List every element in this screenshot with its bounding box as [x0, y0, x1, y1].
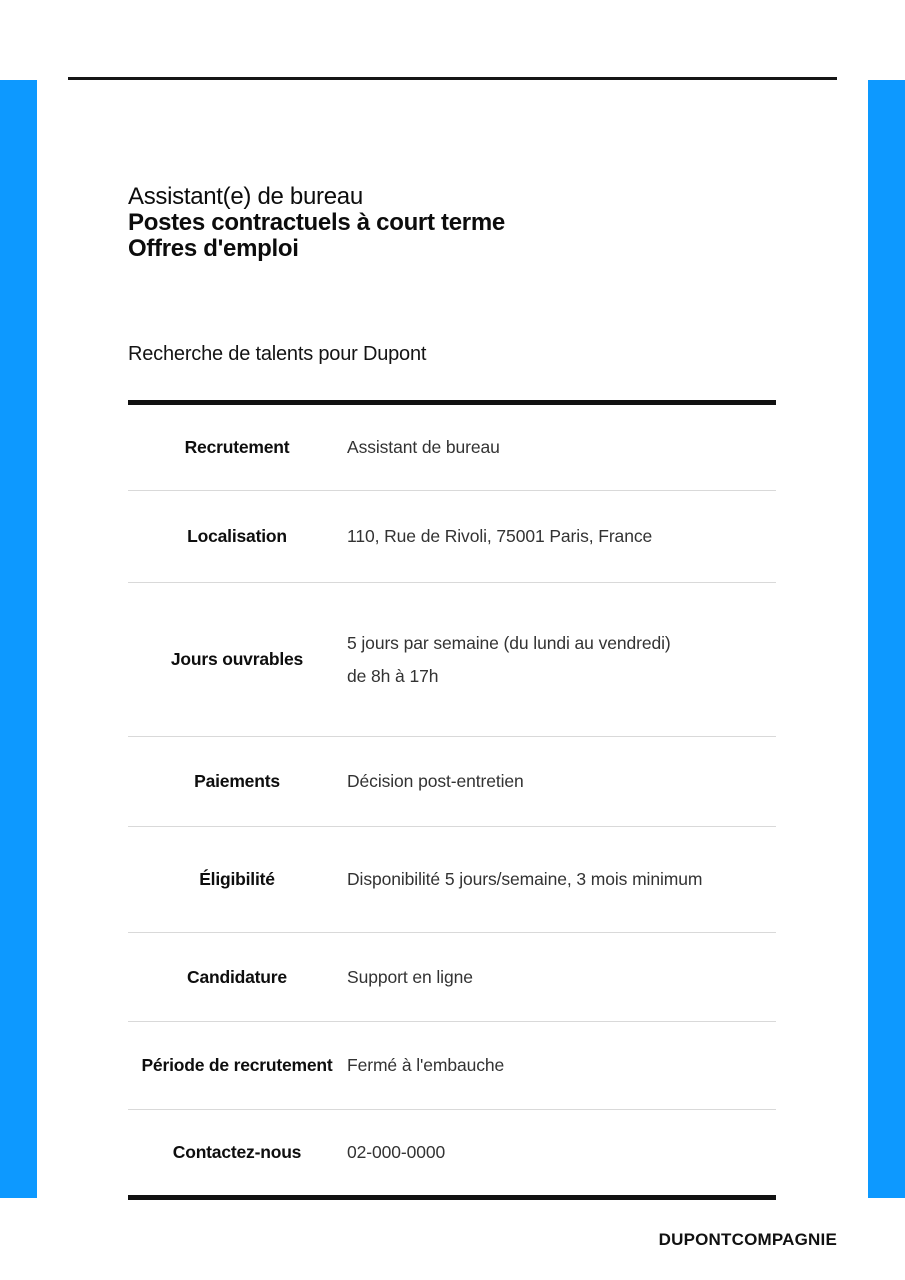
row-label: Éligibilité — [199, 869, 275, 889]
table-row-jours-ouvrables — [128, 583, 776, 737]
left-accent-bar — [0, 80, 37, 1198]
table-row-periode-recrutement — [128, 1022, 776, 1110]
row-label: Candidature — [187, 966, 287, 987]
row-label: Paiements — [194, 771, 280, 791]
job-details-table — [128, 400, 776, 1200]
row-value — [346, 632, 776, 687]
row-label: Jours ouvrables — [170, 649, 304, 669]
row-value: Disponibilité 5 jours/semaine, 3 mois minimum — [347, 869, 703, 889]
company-brand: DUPONTCOMPAGNIE — [658, 1230, 837, 1249]
row-label: Localisation — [187, 526, 287, 546]
table-row-contactez-nous — [128, 1110, 776, 1195]
title-contract-line: Postes contractuels à court terme — [128, 209, 505, 236]
title-offer-line: Offres d'emploi — [128, 235, 299, 262]
row-value: Décision post-entretien — [347, 771, 524, 791]
title-role-line: Assistant(e) de bureau — [128, 183, 363, 210]
page-subtitle: Recherche de talents pour Dupont — [128, 343, 427, 365]
row-value: Assistant de bureau — [347, 437, 500, 457]
row-value: 110, Rue de Rivoli, 75001 Paris, France — [347, 526, 653, 546]
table-row-eligibilite — [128, 827, 776, 933]
top-divider-rule — [68, 77, 837, 80]
table-row-candidature — [128, 933, 776, 1022]
table-row-localisation — [128, 491, 776, 583]
table-row-recrutement — [128, 405, 776, 491]
row-label: Contactez-nous — [172, 1142, 302, 1162]
row-value-line-1: 5 jours par semaine (du lundi au vendredi) — [347, 633, 671, 653]
row-value: 02-000-0000 — [347, 1142, 446, 1162]
row-label: Recrutement — [184, 437, 290, 457]
page-title — [128, 184, 505, 262]
row-value: Fermé à l'embauche — [347, 1055, 505, 1075]
row-value: Support en ligne — [347, 966, 473, 987]
table-row-paiements — [128, 737, 776, 827]
row-label: Période de recrutement — [141, 1055, 333, 1075]
right-accent-bar — [868, 80, 905, 1198]
row-value-line-2: de 8h à 17h — [347, 666, 439, 686]
